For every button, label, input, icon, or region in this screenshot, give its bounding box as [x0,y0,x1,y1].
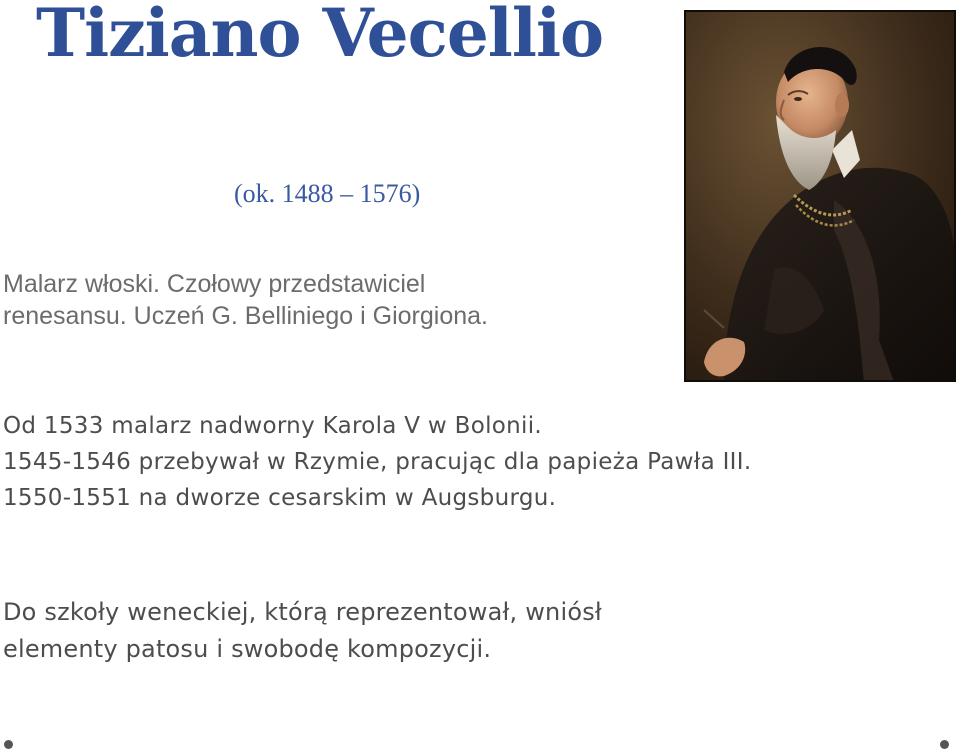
life-dates: (ok. 1488 – 1576) [234,179,421,208]
career-paragraph [3,408,751,516]
self-portrait-painting [684,10,956,382]
career-line: 1545-1546 przebywał w Rzymie, pracując dla papieża Pawła III. [3,449,752,475]
corner-dot [4,740,13,749]
legacy-line: Do szkoły weneckiej, którą reprezentował, wniósł [3,598,602,626]
career-line: Od 1533 malarz nadworny Karola V w Bolonii. [3,413,543,439]
legacy-line: elementy patosu i swobodę kompozycji. [3,635,492,663]
corner-dot [940,740,949,749]
intro-line: renesansu. Uczeń G. Belliniego i Giorgiona. [3,302,488,330]
intro-line: Malarz włoski. Czołowy przedstawiciel [3,270,426,298]
slide-title: Tiziano Vecellio [36,0,604,72]
legacy-paragraph [3,594,602,668]
career-line: 1550-1551 na dworze cesarskim w Augsburgu. [3,485,557,511]
intro-paragraph [3,268,488,332]
